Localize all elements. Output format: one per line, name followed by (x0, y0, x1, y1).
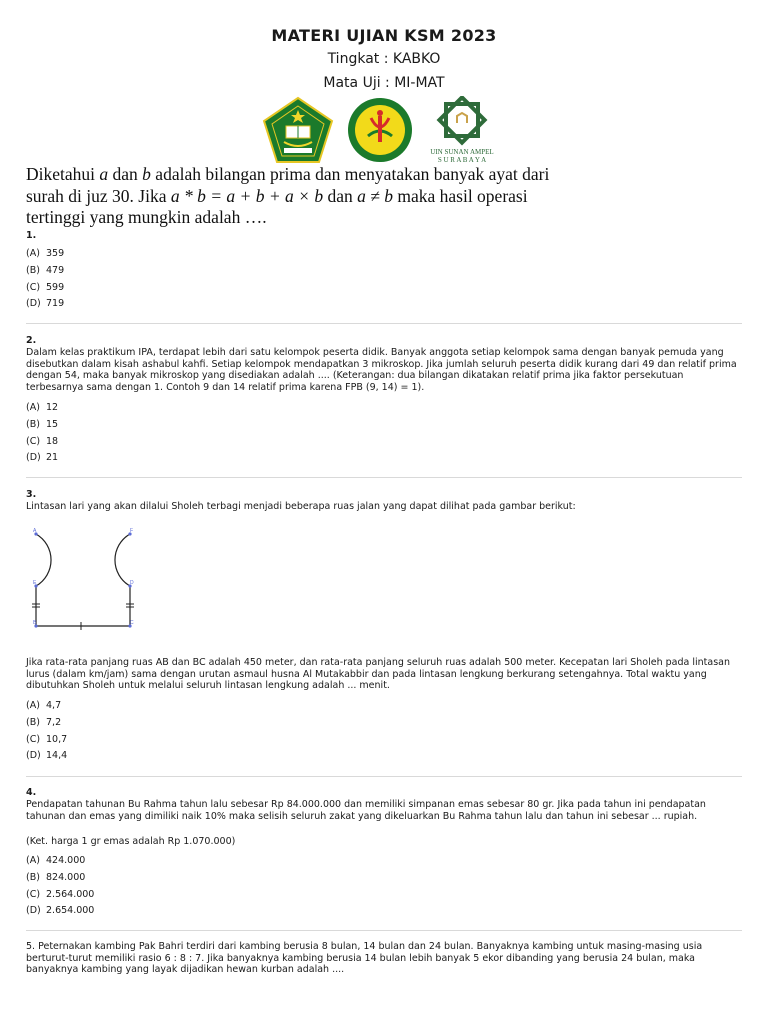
uin-logo-line1: UIN SUNAN AMPEL (430, 148, 494, 156)
question-4-text: Pendapatan tahunan Bu Rahma tahun lalu sebesar Rp 84.000.000 dan memiliki simpanan emas sebesar 80 gr. Jika pada tahun ini pendapatan tahunan dan emas yang dimiliki naik 10% maka selisih seluruh zakat yang dikeluarkan Bu Rahma tahun lalu dan tahun ini sebesar ... rupiah. (26, 799, 706, 822)
option-text: 359 (46, 248, 65, 259)
option-c[interactable] (26, 436, 58, 453)
stmt-var-a: a (99, 164, 109, 184)
stmt-text: dan (108, 164, 143, 184)
uin-logo-text (426, 148, 498, 164)
option-text: 7,2 (46, 716, 62, 728)
option-label: (B) (26, 871, 40, 883)
question-1-statement (26, 164, 586, 229)
question-2-options (26, 402, 58, 469)
option-b[interactable] (26, 419, 58, 436)
question-4-note: (Ket. harga 1 gr emas adalah Rp 1.070.000) (26, 836, 236, 847)
option-label: (D) (26, 452, 41, 464)
question-3-options (26, 700, 67, 767)
question-2-number: 2. (26, 335, 37, 346)
option-c[interactable] (26, 282, 64, 299)
stmt-text: Diketahui (26, 164, 100, 184)
question-3-text: Jika rata-rata panjang ruas AB dan BC adalah 450 meter, dan rata-rata panjang seluruh ruas adalah 500 meter. Kecepatan lari Sholeh pada lintasan lurus (dalam km/jam) sama dengan urutan asmaul husna Al Mutakabbir dan pada lintasan lengkung berkurang setengahnya. Total waktu yang dibutuhkan Sholeh untuk melalui seluruh lintasan lengkung adalah ... menit. (26, 657, 730, 692)
option-label: (C) (26, 281, 41, 293)
option-text: 424.000 (46, 855, 86, 866)
divider (26, 323, 742, 324)
option-text: 12 (46, 402, 59, 413)
option-text: 479 (46, 264, 65, 276)
option-text: 21 (46, 452, 59, 464)
point-label: F (130, 528, 134, 534)
option-text: 2.654.000 (46, 905, 95, 917)
option-text: 719 (46, 298, 65, 310)
option-label: (A) (26, 402, 40, 413)
option-text: 824.000 (46, 871, 86, 883)
option-label: (C) (26, 888, 41, 900)
kemenag-logo (262, 96, 334, 164)
option-d[interactable] (26, 298, 64, 315)
option-text: 2.564.000 (46, 888, 95, 900)
option-label: (D) (26, 298, 41, 310)
point-label: D (130, 580, 134, 586)
document-header (0, 26, 768, 94)
question-3-intro: Lintasan lari yang akan dilalui Sholeh terbagi menjadi beberapa ruas jalan yang dapat dilihat pada gambar berikut: (26, 501, 576, 512)
point-label: E (33, 580, 37, 586)
option-d[interactable] (26, 750, 67, 767)
right-arc (115, 534, 130, 586)
option-c[interactable] (26, 734, 67, 751)
question-1-options (26, 248, 64, 315)
question-4-number: 4. (26, 787, 37, 798)
option-text: 599 (46, 281, 65, 293)
question-5-text: 5. Peternakan kambing Pak Bahri terdiri dari kambing berusia 8 bulan, 14 bulan dan 24 bulan. Banyaknya kambing untuk masing-masing usia berturut-turut memiliki rasio 6 : 8 : 7. Jika banyaknya kambing berusia 14 bulan lebih banyak 5 ekor dibanding yang berusia 24 bulan, maka banyaknya kambing yang layak dijadikan hewan kurban adalah .... (26, 941, 703, 976)
exam-subject: Mata Uji : MI-MAT (323, 75, 445, 91)
divider (26, 477, 742, 478)
question-1-number: 1. (26, 230, 37, 241)
point-label: C (130, 620, 134, 626)
divider (26, 776, 742, 777)
option-label: (A) (26, 248, 40, 259)
divider (26, 930, 742, 931)
option-label: (D) (26, 750, 41, 762)
option-a[interactable] (26, 248, 64, 265)
stmt-text: maka hasil operasi tertinggi yang mungkin adalah …. (26, 185, 528, 227)
option-text: 15 (46, 418, 59, 430)
option-b[interactable] (26, 265, 64, 282)
option-label: (A) (26, 700, 40, 711)
left-arc (36, 534, 51, 586)
stmt-text: dan (323, 185, 358, 206)
question-4-options (26, 855, 94, 922)
ksm-logo (344, 96, 416, 164)
question-2-text: Dalam kelas praktikum IPA, terdapat lebih dari satu kelompok peserta didik. Banyak anggota setiap kelompok sama dengan banyak pemuda yang disebutkan dalam kisah ashabul kahfi. Setiap kelompok mendapatkan 3 mikroskop. Jika jumlah seluruh peserta didik kurang dari 49 dan relatif prima dengan 54, maka banyak mikroskop yang disediakan adalah .... (Keterangan: dua bilangan dikatakan relatif prima jika faktor persekutuan terbesarnya sama dengan 1. Contoh 9 dan 14 relatif prima karena FPB (9, 14) = 1). (26, 347, 737, 393)
point-label: A (33, 528, 37, 534)
option-a[interactable] (26, 855, 94, 872)
document-title: MATERI UJIAN KSM 2023 (271, 26, 497, 45)
track-figure (26, 528, 146, 634)
option-text: 10,7 (46, 733, 68, 745)
option-label: (B) (26, 418, 40, 430)
option-b[interactable] (26, 872, 94, 889)
option-text: 18 (46, 435, 59, 447)
option-a[interactable] (26, 402, 58, 419)
option-a[interactable] (26, 700, 67, 717)
exam-level: Tingkat : KABKO (327, 51, 441, 67)
stmt-var-b: b (142, 164, 151, 184)
option-text: 14,4 (46, 750, 68, 762)
option-d[interactable] (26, 905, 94, 922)
option-c[interactable] (26, 889, 94, 906)
option-label: (A) (26, 855, 40, 866)
option-label: (C) (26, 733, 41, 745)
logo-row (0, 96, 768, 166)
option-label: (C) (26, 435, 41, 447)
option-label: (B) (26, 264, 40, 276)
stmt-inequality: a ≠ b (357, 185, 393, 206)
option-label: (B) (26, 716, 40, 728)
option-text: 4,7 (46, 700, 62, 711)
uin-logo-line2: S U R A B A Y A (437, 156, 487, 164)
stmt-text: adalah bilangan prima dan menyatakan banyak ayat dari surah di juz 30. Jika (26, 164, 550, 206)
option-label: (D) (26, 905, 41, 917)
point-label: B (33, 620, 37, 626)
stmt-operation: a * b = a + b + a × b (170, 185, 324, 206)
option-b[interactable] (26, 717, 67, 734)
question-3-number: 3. (26, 489, 37, 500)
option-d[interactable] (26, 452, 58, 469)
